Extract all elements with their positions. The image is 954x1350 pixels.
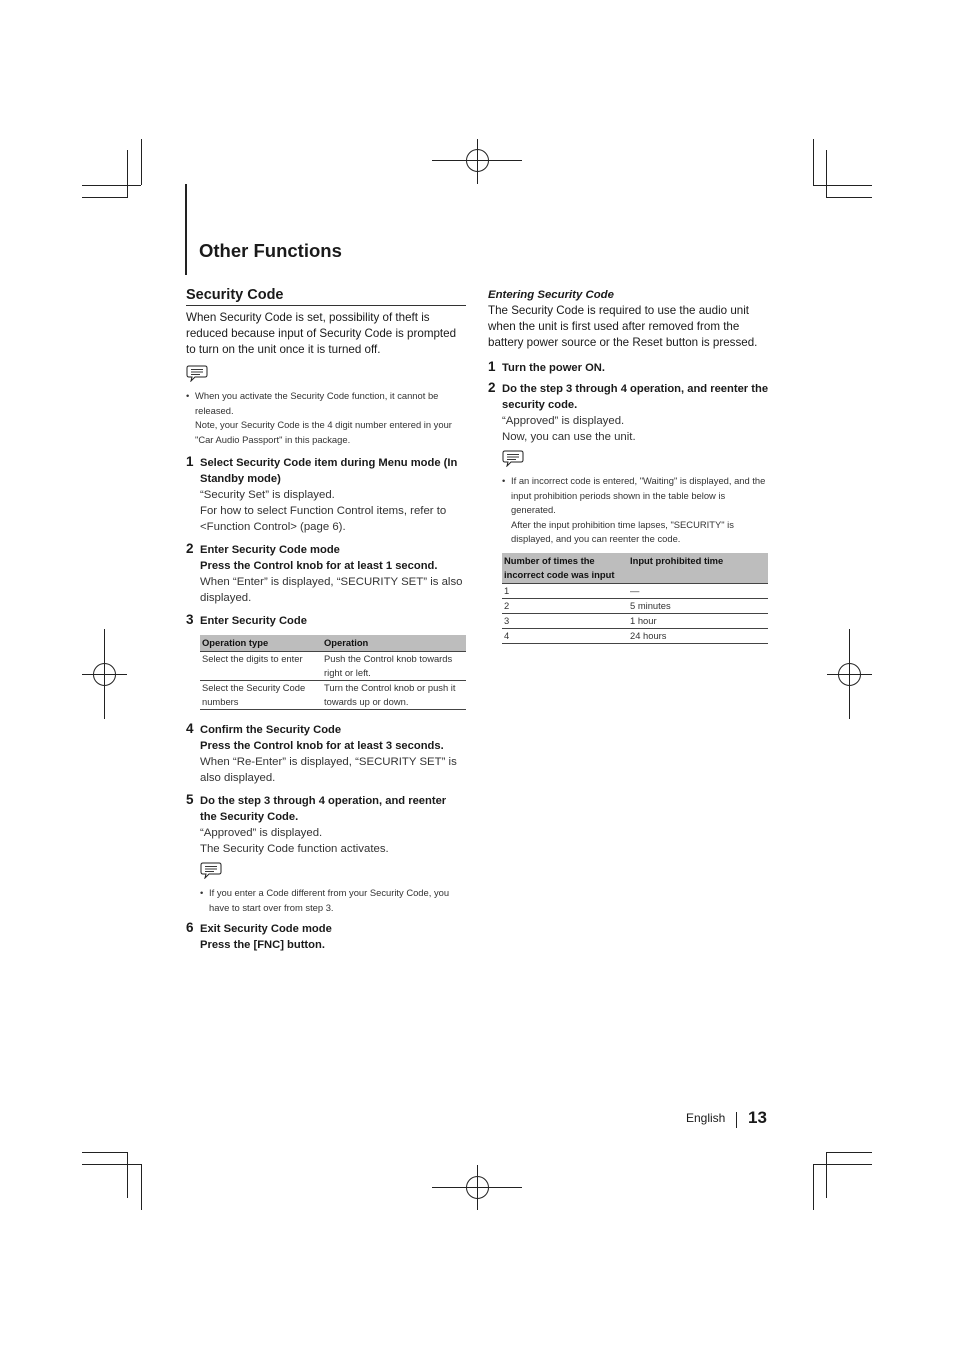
step-1: 1 Select Security Code item during Menu mode (In Standby mode) “Security Set” is displayed. For how to select Function Control items, refer to <Function Control> (page 6).: [186, 454, 458, 533]
step-5: 5 Do the step 3 through 4 operation, and reenter the Security Code. “Approved” is displayed. The Security Code function activates. • If you enter a Code different from your Security Code, you have to start over from step 3.: [186, 793, 466, 915]
title-rule: [185, 184, 187, 275]
section-title: Security Code: [186, 287, 466, 306]
note-icon: [502, 449, 524, 467]
table-row: 4 24 hours: [502, 628, 768, 643]
page-number: 13: [748, 1108, 767, 1127]
footer-divider: [736, 1112, 737, 1128]
left-column: [186, 287, 466, 953]
operation-table: Operation type Operation Select the digits to enter Push the Control knob towards right or left. Select the Security Code numbers Turn the Control knob or push it towards up or down.: [200, 635, 466, 710]
table-row: Select the digits to enter Push the Control knob towards right or left.: [200, 652, 466, 681]
intro-text: When Security Code is set, possibility of theft is reduced because input of Security Code is prompted to turn on the unit once it is turned off.: [186, 311, 457, 356]
note-icon: [186, 364, 208, 382]
step-3: 3 Enter Security Code: [186, 612, 307, 627]
page-title: Other Functions: [199, 240, 342, 261]
step-4: 4 Confirm the Security Code Press the Control knob for at least 3 seconds. When “Re-Enter” is displayed, “SECURITY SET” is also displayed.: [186, 721, 457, 784]
footer: [686, 1111, 725, 1125]
note-1: • When you activate the Security Code function, it cannot be released. Note, your Security Code is the 4 digit number entered in your "Car Audio Passport" in this package.: [186, 390, 452, 445]
table-row: 2 5 minutes: [502, 598, 768, 613]
note-3: • If an incorrect code is entered, "Waiting" is displayed, and the input prohibition periods shown in the table below is generated. After the input prohibition time lapses, "SECURITY" is displayed, and you can reenter the code.: [502, 475, 766, 544]
table-row: Select the Security Code numbers Turn the Control knob or push it towards up or down.: [200, 681, 466, 710]
right-column: [488, 287, 770, 644]
entering-intro: The Security Code is required to use the audio unit when the unit is first used after removed from the battery power source or the Reset button is pressed.: [488, 304, 758, 349]
step-6: 6 Exit Security Code mode Press the [FNC] button.: [186, 920, 332, 951]
note-2: • If you enter a Code different from your Security Code, you have to start over from step 3.: [200, 887, 450, 913]
right-step-2: 2 Do the step 3 through 4 operation, and reenter the security code. “Approved” is displayed. Now, you can use the unit. • If an incorrect code is entered, "Waiting" is displayed, and the input prohibition periods shown in the table below is generated. After the input prohibition time lapses, "SECURITY" is displayed, and you can reenter the code.: [488, 381, 770, 547]
table-row: 3 1 hour: [502, 613, 768, 628]
prohibition-table: Number of times the incorrect code was input Input prohibited time 1 — 2 5 minutes 3 1 hour 4 24 hours: [502, 553, 768, 644]
step-2: 2 Enter Security Code mode Press the Control knob for at least 1 second. When “Enter” is displayed, “SECURITY SET” is also displayed.: [186, 541, 463, 604]
entering-title: Entering Security Code: [488, 289, 614, 301]
table-row: 1 —: [502, 583, 768, 598]
footer-language: English: [686, 1111, 726, 1125]
note-icon: [200, 861, 222, 879]
right-step-1: 1 Turn the power ON.: [488, 359, 605, 374]
